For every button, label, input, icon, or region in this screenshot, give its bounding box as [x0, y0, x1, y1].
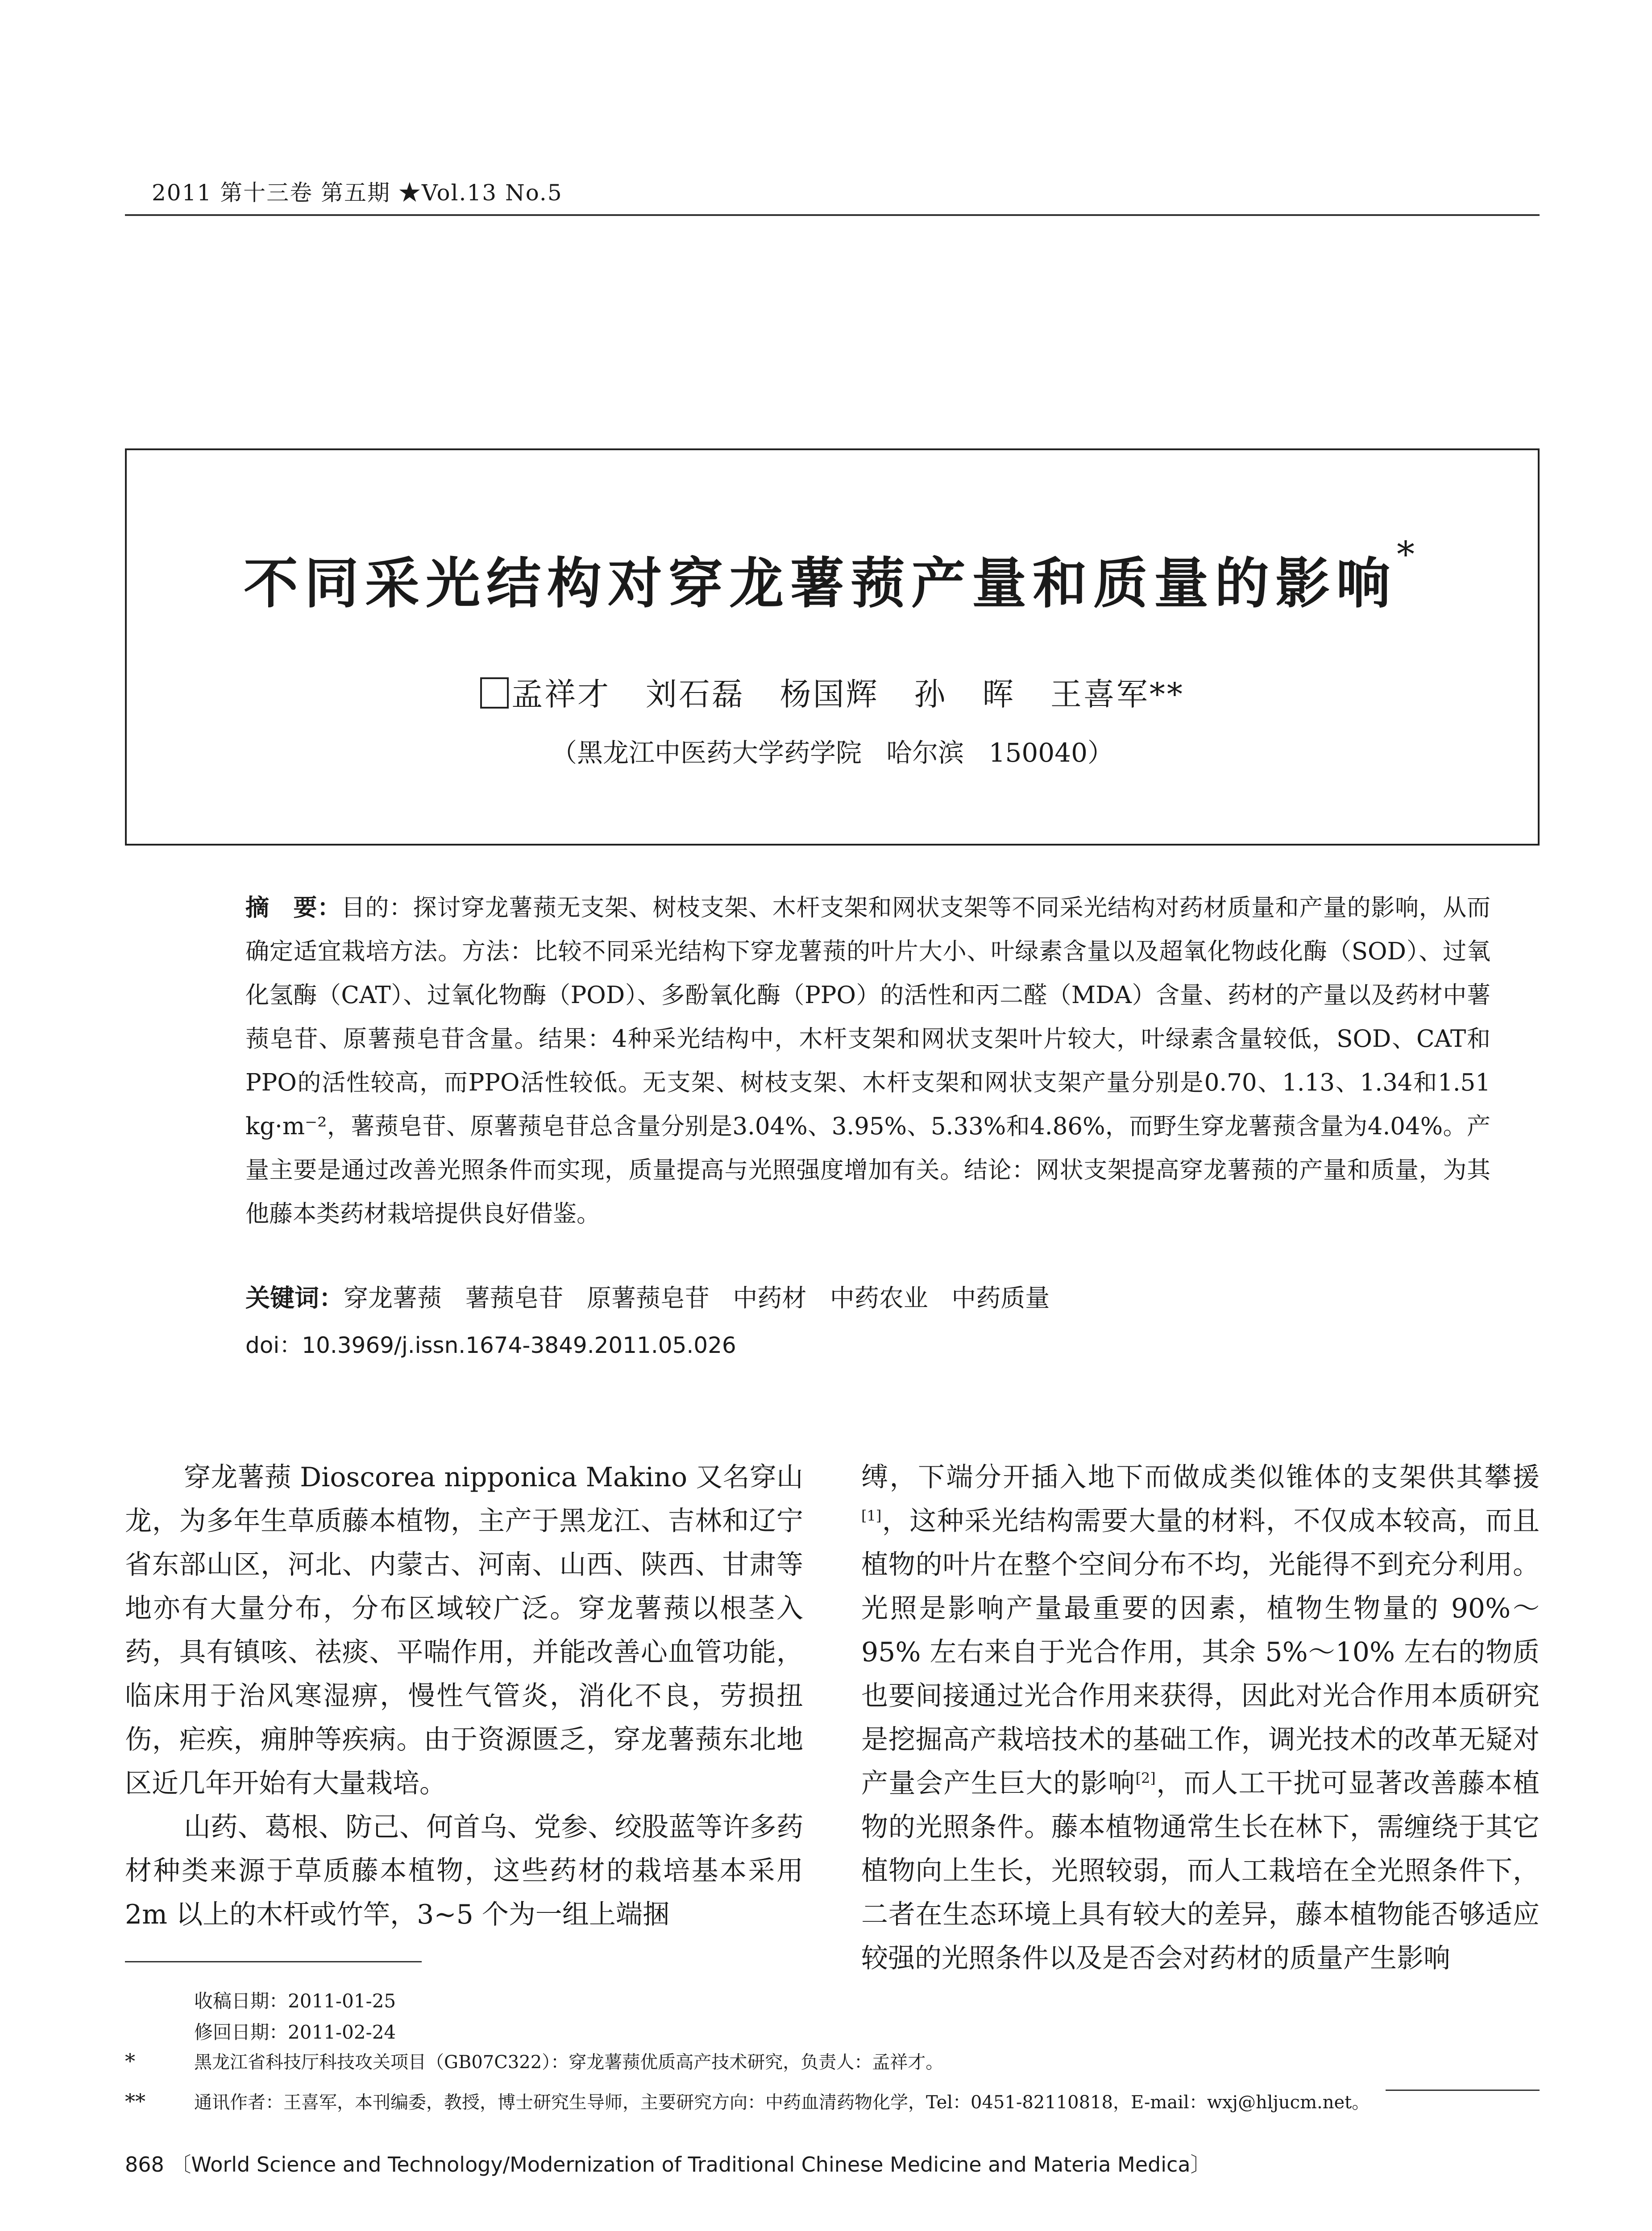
- paragraph: [861, 1456, 1540, 1980]
- authors: 孟祥才 刘石磊 杨国辉 孙 晖 王喜军**: [511, 676, 1184, 713]
- body-column-right: [861, 1456, 1540, 1980]
- keywords: [245, 1278, 1490, 1314]
- affiliation: （黑龙江中医药大学药学院 哈尔滨 150040）: [551, 738, 1114, 768]
- revised-date: 修回日期：2011-02-24: [194, 2021, 396, 2043]
- text-run: ，这种采光结构需要大量的材料，不仅成本较高，而且植物的叶片在整个空间分布不均，光能得不到充分利用。光照是影响产量最重要的因素，植物生物量的 90%～95% 左右来自于光合作用，其余 5%～10% 左右的物质也要间接通过光合作用来获得，因此对光合作用本质研究是挖掘高产栽培技术的基础工作，调光技术的改革无疑对产量会产生巨大的影响: [861, 1505, 1540, 1799]
- author-line: [125, 669, 1540, 714]
- abstract: [245, 886, 1490, 1236]
- keywords-label: 关键词：: [245, 1283, 344, 1312]
- footnote-text: 通讯作者：王喜军，本刊编委，教授，博士研究生导师，主要研究方向：中药血清药物化学，Tel：0451-82110818，E-mail：wxj@hljucm.net。: [194, 2092, 1370, 2113]
- abstract-label: 摘 要：: [245, 894, 341, 921]
- paragraph: 穿龙薯蓣 Dioscorea nipponica Makino 又名穿山龙，为多年生草质藤本植物，主产于黑龙江、吉林和辽宁省东部山区，河北、内蒙古、河南、山西、陕西、甘肃等地亦有大量分布，分布区域较广泛。穿龙薯蓣以根茎入药，具有镇咳、祛痰、平喘作用，并能改善心血管功能，临床用于治风寒湿痹，慢性气管炎，消化不良，劳损扭伤，疟疾，痈肿等疾病。由于资源匮乏，穿龙薯蓣东北地区近几年开始有大量栽培。: [125, 1462, 803, 1799]
- received-date: 收稿日期：2011-01-25: [194, 1990, 396, 2012]
- running-header: 2011 第十三卷 第五期 ★Vol.13 No.5: [152, 180, 563, 206]
- text-run: ，而人工干扰可显著改善藤本植物的光照条件。藤本植物通常生长在林下，需缠绕于其它植物向上生长，光照较弱，而人工栽培在全光照条件下，二者在生态环境上具有较大的差异，藤本植物能否够适应较强的光照条件以及是否会对药材的质量产生影响: [861, 1768, 1540, 1974]
- keywords-text: 穿龙薯蓣 薯蓣皂苷 原薯蓣皂苷 中药材 中药农业 中药质量: [344, 1284, 1050, 1312]
- footnote-text: 黑龙江省科技厅科技攻关项目（GB07C322）：穿龙薯蓣优质高产技术研究，负责人：孟祥才。: [194, 2052, 944, 2073]
- title-footnote-mark: *: [1397, 534, 1421, 575]
- title-frame: [125, 448, 1540, 846]
- citation-ref[interactable]: [1]: [861, 1507, 882, 1524]
- body-column-left: [125, 1456, 803, 1937]
- title-text: 不同采光结构对穿龙薯蓣产量和质量的影响: [244, 551, 1397, 615]
- header-rule: [125, 214, 1540, 216]
- footnote-mark: *: [125, 2049, 135, 2073]
- article-dates: [194, 1986, 396, 2048]
- footnote-end-rule: [1386, 2090, 1540, 2091]
- article-title: [125, 534, 1540, 618]
- citation-ref[interactable]: [2]: [1135, 1770, 1156, 1787]
- page-footer: 868 〔World Science and Technology/Modernization of Traditional Chinese Medicine and Materia Medica〕: [125, 2152, 1211, 2177]
- footnote-mark: **: [125, 2089, 145, 2113]
- footnote-rule: [125, 1961, 422, 1962]
- text-run: 缚，下端分开插入地下而做成类似锥体的支架供其攀援: [861, 1462, 1540, 1493]
- abstract-text: 目的：探讨穿龙薯蓣无支架、树枝支架、木杆支架和网状支架等不同采光结构对药材质量和产量的影响，从而确定适宜栽培方法。方法：比较不同采光结构下穿龙薯蓣的叶片大小、叶绿素含量以及超氧化物歧化酶（SOD）、过氧化氢酶（CAT）、过氧化物酶（POD）、多酚氧化酶（PPO）的活性和丙二醛（MDA）含量、药材的产量以及药材中薯蓣皂苷、原薯蓣皂苷含量。结果：4种采光结构中，木杆支架和网状支架叶片较大，叶绿素含量较低，SOD、CAT和PPO的活性较高，而PPO活性较低。无支架、树枝支架、木杆支架和网状支架产量分别是0.70、1.13、1.34和1.51 kg·m⁻²，薯蓣皂苷、原薯蓣皂苷总含量分别是3.04%、3.95%、5.33%和4.86%，而野生穿龙薯蓣含量为4.04%。产量主要是通过改善光照条件而实现，质量提高与光照强度增加有关。结论：网状支架提高穿龙薯蓣的产量和质量，为其他藤本类药材栽培提供良好借鉴。: [245, 894, 1491, 1227]
- paragraph: 山药、葛根、防己、何首乌、党参、绞股蓝等许多药材种类来源于草质藤本植物，这些药材的栽培基本采用 2m 以上的木杆或竹竿，3~5 个为一组上端捆: [125, 1812, 803, 1930]
- doi[interactable]: doi：10.3969/j.issn.1674-3849.2011.05.026: [245, 1332, 736, 1358]
- footnote-correspondence: [125, 2088, 1370, 2114]
- author-square-icon: [480, 677, 509, 709]
- footnote-funding: [125, 2048, 943, 2073]
